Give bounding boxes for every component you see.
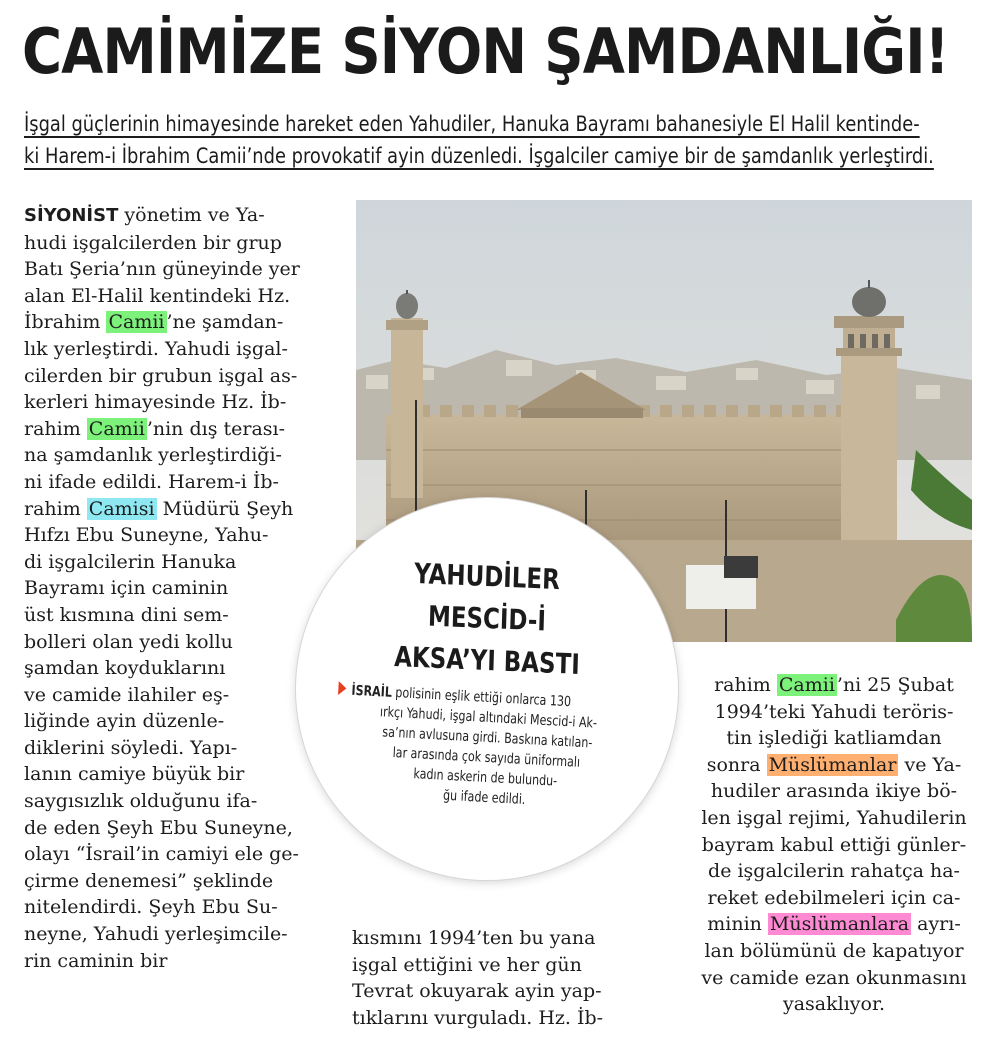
body-line: hudi işgalcilerden bir grup <box>24 231 282 254</box>
body-line: kısmını 1994’ten bu yana <box>352 927 596 949</box>
highlighted-word: Camii <box>108 311 165 334</box>
sidebar-line: ırkçı Yahudi, işgal altındaki Mescid-i Ak- <box>379 704 598 732</box>
sidebar-title-line: MESCİD-İ <box>427 599 547 638</box>
body-line: lanın camiye büyük bir <box>24 763 245 786</box>
body-text: yönetim ve Ya- <box>118 204 265 226</box>
body-text: ’ne şamdan- <box>166 311 284 334</box>
body-line: hudiler arasında ikiye bö- <box>710 780 958 803</box>
body-text: rahim <box>714 674 777 696</box>
sidebar-body <box>304 679 670 818</box>
body-line: nitelendirdi. Şeyh Ebu Su- <box>24 896 278 919</box>
body-line: rin caminin bir <box>24 949 168 972</box>
body-line: ve camide ilahiler eş- <box>24 683 230 706</box>
body-column-right <box>684 672 984 1018</box>
body-line: alan El-Halil kentindeki Hz. <box>24 284 291 307</box>
body-line: ni ifade edildi. Harem-i İb- <box>24 470 279 493</box>
body-text: rahim <box>24 497 87 520</box>
body-line: ve camide ezan okunmasını <box>701 966 967 989</box>
sidebar-title-line: AKSA’YI BASTI <box>393 640 581 681</box>
body-text: ’ni 25 Şubat <box>836 674 954 696</box>
lead-paragraph <box>24 108 984 172</box>
body-line: yasaklıyor. <box>782 993 885 1016</box>
body-text: İbrahim <box>24 311 107 334</box>
lead-line: ki Harem-i İbrahim Camii’nde provokatif ayin düzenledi. İşgalciler camiye bir de şamdanlık yerleştirdi. <box>24 144 934 168</box>
body-line: çirme denemesi” şeklinde <box>24 869 274 892</box>
sidebar-title-line: YAHUDİLER <box>413 556 561 597</box>
body-line: lık yerleştirdi. Yahudi işgal- <box>24 337 288 360</box>
body-line: saygısızlık olduğunu ifa- <box>24 790 258 813</box>
headline: CAMİMİZE SİYON ŞAMDANLIĞI! <box>22 15 949 88</box>
body-line: Hıfzı Ebu Suneyne, Yahu- <box>24 524 269 547</box>
body-text: rahim <box>24 417 87 440</box>
body-text: sonra <box>706 753 767 776</box>
body-line: şamdan koyduklarını <box>24 657 226 680</box>
body-line: reket edebilmeleri için ca- <box>707 886 961 909</box>
highlighted-word: Müslümanlara <box>769 913 910 936</box>
body-line: kerleri himayesinde Hz. İb- <box>24 391 287 414</box>
body-column-middle <box>352 925 672 1031</box>
sidebar-line: lar arasında çok sayıda üniformalı <box>392 745 581 771</box>
sidebar-circle <box>296 498 678 880</box>
highlighted-word: Müslümanlar <box>768 753 897 776</box>
body-line: na şamdanlık yerleştirdiği- <box>24 444 282 467</box>
body-line: len işgal rejimi, Yahudilerin <box>701 806 967 829</box>
body-line: tin işlediği katliamdan <box>726 727 942 750</box>
body-text: ’nin dış terası- <box>146 417 286 440</box>
sidebar-line: ğu ifade edildi. <box>442 787 526 808</box>
sidebar-kicker: İSRAİL <box>351 682 393 701</box>
sidebar-line: kadın askerin de bulundu- <box>413 766 558 790</box>
body-text: ve Ya- <box>898 753 962 776</box>
lead-line: İşgal güçlerinin himayesinde hareket eden Yahudiler, Hanuka Bayramı bahanesiyle El Halil kentinde- <box>24 112 920 136</box>
body-line: Tevrat okuyarak ayin yap- <box>352 980 602 1003</box>
body-line: liğinde ayin düzenle- <box>24 710 225 733</box>
body-text: Müdürü Şeyh <box>156 497 294 520</box>
body-line: olayı “İsrail’in camiyi ele ge- <box>24 843 299 866</box>
body-line: cilerden bir grubun işgal as- <box>24 364 298 387</box>
body-line: tıklarını vurguladı. Hz. İb- <box>352 1006 604 1029</box>
body-line: diklerini söyledi. Yapı- <box>24 736 238 759</box>
bullet-triangle-icon <box>338 681 347 695</box>
highlighted-word: Camisi <box>88 497 155 520</box>
highlighted-word: Camii <box>778 674 835 696</box>
body-line: bayram kabul ettiği günler- <box>701 833 967 856</box>
body-line: neyne, Yahudi yerleşimcile- <box>24 923 288 946</box>
body-line: işgal ettiğini ve her gün <box>352 953 582 976</box>
sidebar-title <box>296 556 678 682</box>
body-line: 1994’teki Yahudi teröris- <box>714 700 954 723</box>
body-line: Bayramı için caminin <box>24 577 229 600</box>
body-text: minin <box>707 913 768 936</box>
body-line: di işgalcilerin Hanuka <box>24 550 237 573</box>
sidebar-text: polisinin eşlik ettiği onlarca 130 <box>391 684 572 711</box>
body-line: lan bölümünü de kapatıyor <box>704 939 964 962</box>
body-line: de işgalcilerin rahatça ha- <box>708 860 960 883</box>
body-line: bolleri olan yedi kollu <box>24 630 233 653</box>
body-line: de eden Şeyh Ebu Suneyne, <box>24 816 293 839</box>
body-text: ayrı- <box>911 913 961 936</box>
article-kicker: SİYONİST <box>24 205 119 226</box>
sidebar-line: sa’nın avlusuna girdi. Baskına katılan- <box>381 724 593 752</box>
highlighted-word: Camii <box>88 417 145 440</box>
body-line: Batı Şeria’nın güneyinde yer <box>24 258 300 281</box>
body-line: üst kısmına dini sem- <box>24 603 229 626</box>
